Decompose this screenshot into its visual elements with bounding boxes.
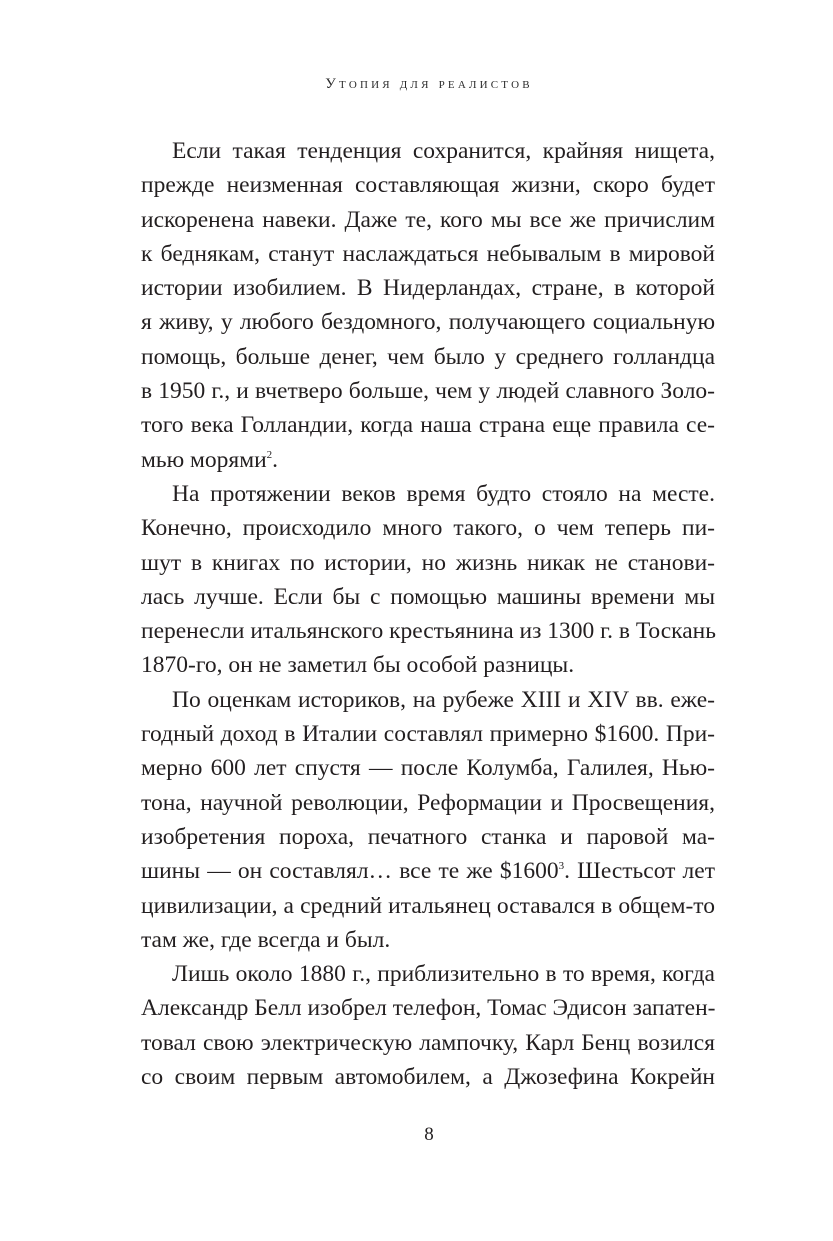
page-number: 8 bbox=[424, 1124, 434, 1145]
text-line: Если такая тенденция сохранится, крайняя нищета, bbox=[172, 138, 715, 164]
text-line: помощь, больше денег, чем было у среднего голландца bbox=[141, 343, 715, 370]
text-line: По оценкам историков, на рубеже XIII и XIV вв. еже- bbox=[172, 686, 715, 713]
text-line: Александр Белл изобрел телефон, Томас Эдисон запатен- bbox=[141, 995, 716, 1022]
text-line: шут в книгах по истории, но жизнь никак не станови- bbox=[141, 549, 715, 576]
text-line: перенесли итальянского крестьянина из 1300 г. в Тоскань bbox=[141, 618, 716, 645]
text-line bbox=[141, 443, 715, 477]
text-line: мерно 600 лет спустя — после Колумба, Галилея, Нью- bbox=[141, 755, 715, 782]
footnote-marker[interactable]: 2 bbox=[266, 448, 273, 461]
text-line: годный доход в Италии составлял примерно $1600. При- bbox=[141, 721, 715, 748]
text-line: лась лучше. Если бы с помощью машины времени мы bbox=[141, 583, 715, 610]
text-line: истории изобилием. В Нидерландах, стране, в которой bbox=[141, 275, 715, 302]
text-line: там же, где всегда и был. bbox=[141, 926, 391, 953]
text-line: Лишь около 1880 г., приблизительно в то время, когда bbox=[172, 961, 715, 988]
text-line: Конечно, происходило много такого, о чем теперь пи- bbox=[141, 515, 715, 542]
text-fragment: . Шестьсот лет bbox=[564, 858, 715, 885]
text-line: я живу, у любого бездомного, получающего социальную bbox=[141, 309, 715, 336]
body-text bbox=[141, 134, 715, 1094]
text-line: тона, научной революции, Реформации и Просвещения, bbox=[141, 789, 715, 816]
text-fragment: шины — он составлял… все те же $1600 bbox=[141, 858, 559, 885]
footnote-marker[interactable]: 3 bbox=[558, 860, 565, 873]
text-line: в 1950 г., и вчетверо больше, чем у людей славного Золо- bbox=[141, 378, 715, 405]
text-line: 1870-го, он не заметил бы особой разницы. bbox=[141, 652, 575, 679]
running-header-title: Утопия для реалистов bbox=[325, 76, 533, 92]
text-line: изобретения пороха, печатного станка и паровой ма- bbox=[141, 823, 715, 850]
text-fragment: мью морями bbox=[141, 446, 267, 473]
text-line bbox=[141, 854, 715, 888]
text-line: со своим первым автомобилем, а Джозефина Кокрейн bbox=[141, 1064, 715, 1091]
text-line: цивилизации, а средний итальянец оставался в общем-то bbox=[141, 892, 715, 919]
text-line: искоренена навеки. Даже те, кого мы все же причислим bbox=[141, 206, 715, 233]
text-line: товал свою электрическую лампочку, Карл Бенц возился bbox=[141, 1029, 715, 1056]
text-line: прежде неизменная составляющая жизни, скоро будет bbox=[141, 172, 715, 199]
text-line: того века Голландии, когда наша страна еще правила се- bbox=[141, 412, 715, 439]
text-line: На протяжении веков время будто стояло на месте. bbox=[172, 480, 715, 507]
text-line: к беднякам, станут наслаждаться небывалым в мировой bbox=[141, 240, 715, 267]
text-fragment: . bbox=[272, 446, 279, 473]
